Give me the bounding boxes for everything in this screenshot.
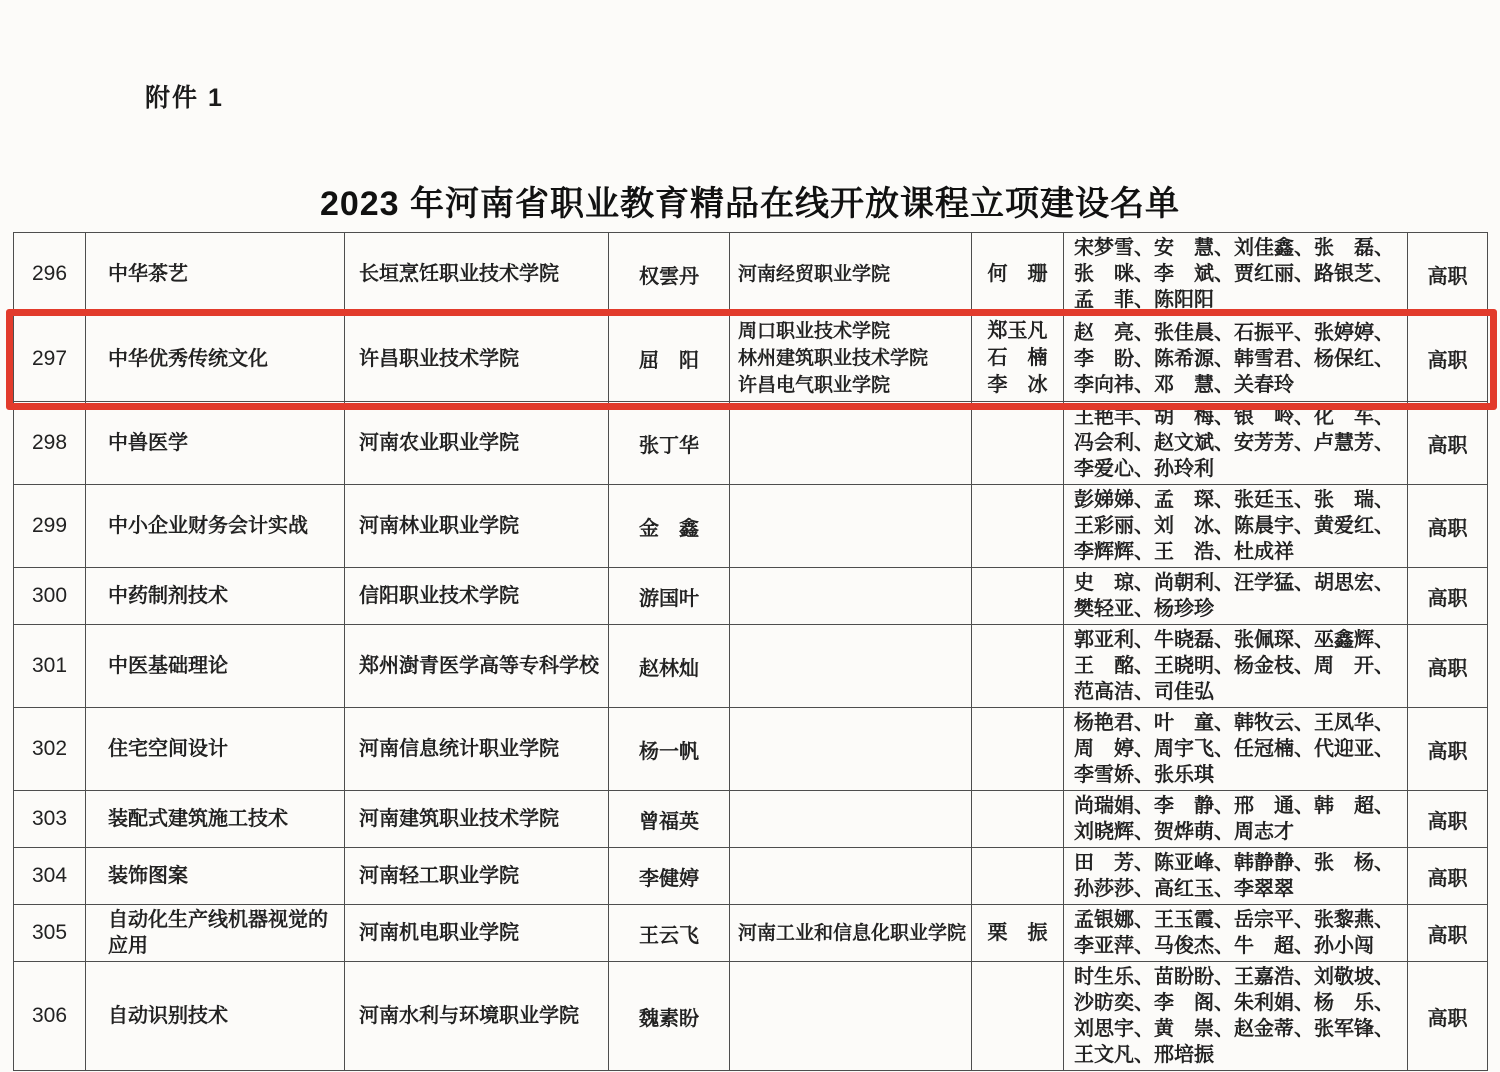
page-title: 2023 年河南省职业教育精品在线开放课程立项建设名单 xyxy=(319,185,1181,223)
cell-partner-leaders xyxy=(972,962,1064,1071)
table-row xyxy=(14,848,1488,905)
cell-serial-number: 302 xyxy=(14,708,86,791)
cell-partner-schools xyxy=(730,625,972,708)
cell-host-school: 河南农业职业学院 xyxy=(345,402,609,485)
table-row xyxy=(14,316,1488,402)
cell-host-school: 长垣烹饪职业技术学院 xyxy=(345,233,609,316)
cell-serial-number: 297 xyxy=(14,316,86,402)
cell-serial-number: 306 xyxy=(14,962,86,1071)
cell-host-school: 河南机电职业学院 xyxy=(345,905,609,962)
cell-team-members: 孟银娜、王玉霞、岳宗平、张黎燕、李亚萍、马俊杰、牛 超、孙小闯 xyxy=(1064,905,1408,962)
cell-team-members: 宋梦雪、安 慧、刘佳鑫、张 磊、张 咪、李 斌、贾红丽、路银芝、孟 菲、陈阳阳 xyxy=(1064,233,1408,316)
cell-team-members: 尚瑞娟、李 静、邢 通、韩 超、刘晓辉、贺烨萌、周志才 xyxy=(1064,791,1408,848)
cell-level: 高职 xyxy=(1408,848,1488,905)
cell-course-leader: 赵林灿 xyxy=(609,625,730,708)
cell-course-name: 装饰图案 xyxy=(86,848,345,905)
cell-partner-schools xyxy=(730,791,972,848)
cell-partner-schools xyxy=(730,402,972,485)
cell-serial-number: 298 xyxy=(14,402,86,485)
cell-team-members: 史 琼、尚朝利、汪学猛、胡思宏、樊轻亚、杨珍珍 xyxy=(1064,568,1408,625)
cell-serial-number: 301 xyxy=(14,625,86,708)
table-row xyxy=(14,708,1488,791)
course-table xyxy=(13,232,1488,1071)
cell-host-school: 河南轻工职业学院 xyxy=(345,848,609,905)
cell-course-name: 中兽医学 xyxy=(86,402,345,485)
cell-partner-leaders xyxy=(972,791,1064,848)
cell-course-name: 住宅空间设计 xyxy=(86,708,345,791)
cell-partner-schools xyxy=(730,905,972,962)
table-row xyxy=(14,568,1488,625)
cell-course-leader: 金 鑫 xyxy=(609,485,730,568)
table-row xyxy=(14,962,1488,1071)
table-row xyxy=(14,485,1488,568)
cell-course-name: 装配式建筑施工技术 xyxy=(86,791,345,848)
cell-course-leader: 游国叶 xyxy=(609,568,730,625)
table-row xyxy=(14,233,1488,316)
cell-course-leader: 李健婷 xyxy=(609,848,730,905)
cell-partner-schools xyxy=(730,848,972,905)
cell-partner-schools xyxy=(730,708,972,791)
cell-host-school: 信阳职业技术学院 xyxy=(345,568,609,625)
attachment-label: 附件 1 xyxy=(145,84,224,112)
cell-course-name: 自动识别技术 xyxy=(86,962,345,1071)
cell-course-leader: 曾福英 xyxy=(609,791,730,848)
cell-level: 高职 xyxy=(1408,568,1488,625)
cell-host-school: 郑州澍青医学高等专科学校 xyxy=(345,625,609,708)
cell-serial-number: 296 xyxy=(14,233,86,316)
table-row xyxy=(14,791,1488,848)
partner-leader-line: 石 楠 xyxy=(987,347,1048,369)
cell-course-name: 中小企业财务会计实战 xyxy=(86,485,345,568)
partner-leader-line: 李 冰 xyxy=(987,374,1048,396)
cell-partner-schools xyxy=(730,485,972,568)
cell-team-members: 田 芳、陈亚峰、韩静静、张 杨、孙莎莎、高红玉、李翠翠 xyxy=(1064,848,1408,905)
cell-course-name: 中药制剂技术 xyxy=(86,568,345,625)
cell-level: 高职 xyxy=(1408,962,1488,1071)
cell-course-leader: 权雲丹 xyxy=(609,233,730,316)
cell-serial-number: 303 xyxy=(14,791,86,848)
cell-serial-number: 299 xyxy=(14,485,86,568)
table-row xyxy=(14,625,1488,708)
partner-leader-line: 郑玉凡 xyxy=(987,320,1048,342)
partner-school-line: 林州建筑职业技术学院 xyxy=(738,348,929,369)
cell-level: 高职 xyxy=(1408,708,1488,791)
cell-course-name: 中华茶艺 xyxy=(86,233,345,316)
cell-course-name: 自动化生产线机器视觉的应用 xyxy=(86,905,345,962)
cell-partner-leaders xyxy=(972,625,1064,708)
cell-partner-schools xyxy=(730,568,972,625)
cell-host-school: 河南建筑职业技术学院 xyxy=(345,791,609,848)
cell-partner-leaders xyxy=(972,905,1064,962)
cell-course-leader: 杨一帆 xyxy=(609,708,730,791)
cell-team-members: 杨艳君、叶 童、韩牧云、王凤华、周 婷、周宇飞、任冠楠、代迎亚、李雪娇、张乐琪 xyxy=(1064,708,1408,791)
cell-partner-schools xyxy=(730,962,972,1071)
cell-team-members: 时生乐、苗盼盼、王嘉浩、刘敬坡、沙昉奕、李 阁、朱利娟、杨 乐、刘思宇、黄 崇、赵金蒂、张军锋、王文凡、邢培振 xyxy=(1064,962,1408,1071)
cell-course-leader: 张丁华 xyxy=(609,402,730,485)
cell-partner-leaders xyxy=(972,402,1064,485)
cell-serial-number: 304 xyxy=(14,848,86,905)
cell-team-members: 王艳丰、胡 梅、银 岭、化 车、冯会利、赵文斌、安芳芳、卢慧芳、李爱心、孙玲利 xyxy=(1064,402,1408,485)
partner-school-line: 周口职业技术学院 xyxy=(738,321,891,342)
partner-leader-line: 栗 振 xyxy=(987,921,1048,944)
cell-course-leader: 屈 阳 xyxy=(609,316,730,402)
cell-partner-schools xyxy=(730,316,972,402)
cell-partner-leaders xyxy=(972,568,1064,625)
cell-serial-number: 300 xyxy=(14,568,86,625)
table-row xyxy=(14,402,1488,485)
cell-level: 高职 xyxy=(1408,402,1488,485)
cell-course-leader: 魏素盼 xyxy=(609,962,730,1071)
cell-team-members: 赵 亮、张佳晨、石振平、张婷婷、李 盼、陈希源、韩雪君、杨保红、李向祎、邓 慧、关春玲 xyxy=(1064,316,1408,402)
cell-course-leader: 王云飞 xyxy=(609,905,730,962)
cell-host-school: 河南林业职业学院 xyxy=(345,485,609,568)
cell-level: 高职 xyxy=(1408,905,1488,962)
cell-level: 高职 xyxy=(1408,233,1488,316)
table-row xyxy=(14,905,1488,962)
cell-partner-schools xyxy=(730,233,972,316)
cell-team-members: 郭亚利、牛晓磊、张佩琛、巫鑫辉、王 酩、王晓明、杨金枝、周 开、范高洁、司佳弘 xyxy=(1064,625,1408,708)
cell-level: 高职 xyxy=(1408,625,1488,708)
cell-team-members: 彭娣娣、孟 琛、张廷玉、张 瑞、王彩丽、刘 冰、陈晨宇、黄爱红、李辉辉、王 浩、杜成祥 xyxy=(1064,485,1408,568)
cell-course-name: 中医基础理论 xyxy=(86,625,345,708)
cell-level: 高职 xyxy=(1408,791,1488,848)
cell-partner-leaders xyxy=(972,233,1064,316)
cell-host-school: 河南水利与环境职业学院 xyxy=(345,962,609,1071)
cell-course-name: 中华优秀传统文化 xyxy=(86,316,345,402)
partner-leader-line: 何 珊 xyxy=(987,262,1048,285)
cell-partner-leaders xyxy=(972,848,1064,905)
cell-host-school: 许昌职业技术学院 xyxy=(345,316,609,402)
cell-serial-number: 305 xyxy=(14,905,86,962)
cell-partner-leaders xyxy=(972,316,1064,402)
partner-school-line: 河南工业和信息化职业学院 xyxy=(738,922,967,944)
partner-school-line: 许昌电气职业学院 xyxy=(738,375,891,396)
partner-school-line: 河南经贸职业学院 xyxy=(738,263,891,285)
cell-partner-leaders xyxy=(972,708,1064,791)
cell-partner-leaders xyxy=(972,485,1064,568)
cell-level: 高职 xyxy=(1408,316,1488,402)
cell-level: 高职 xyxy=(1408,485,1488,568)
cell-host-school: 河南信息统计职业学院 xyxy=(345,708,609,791)
